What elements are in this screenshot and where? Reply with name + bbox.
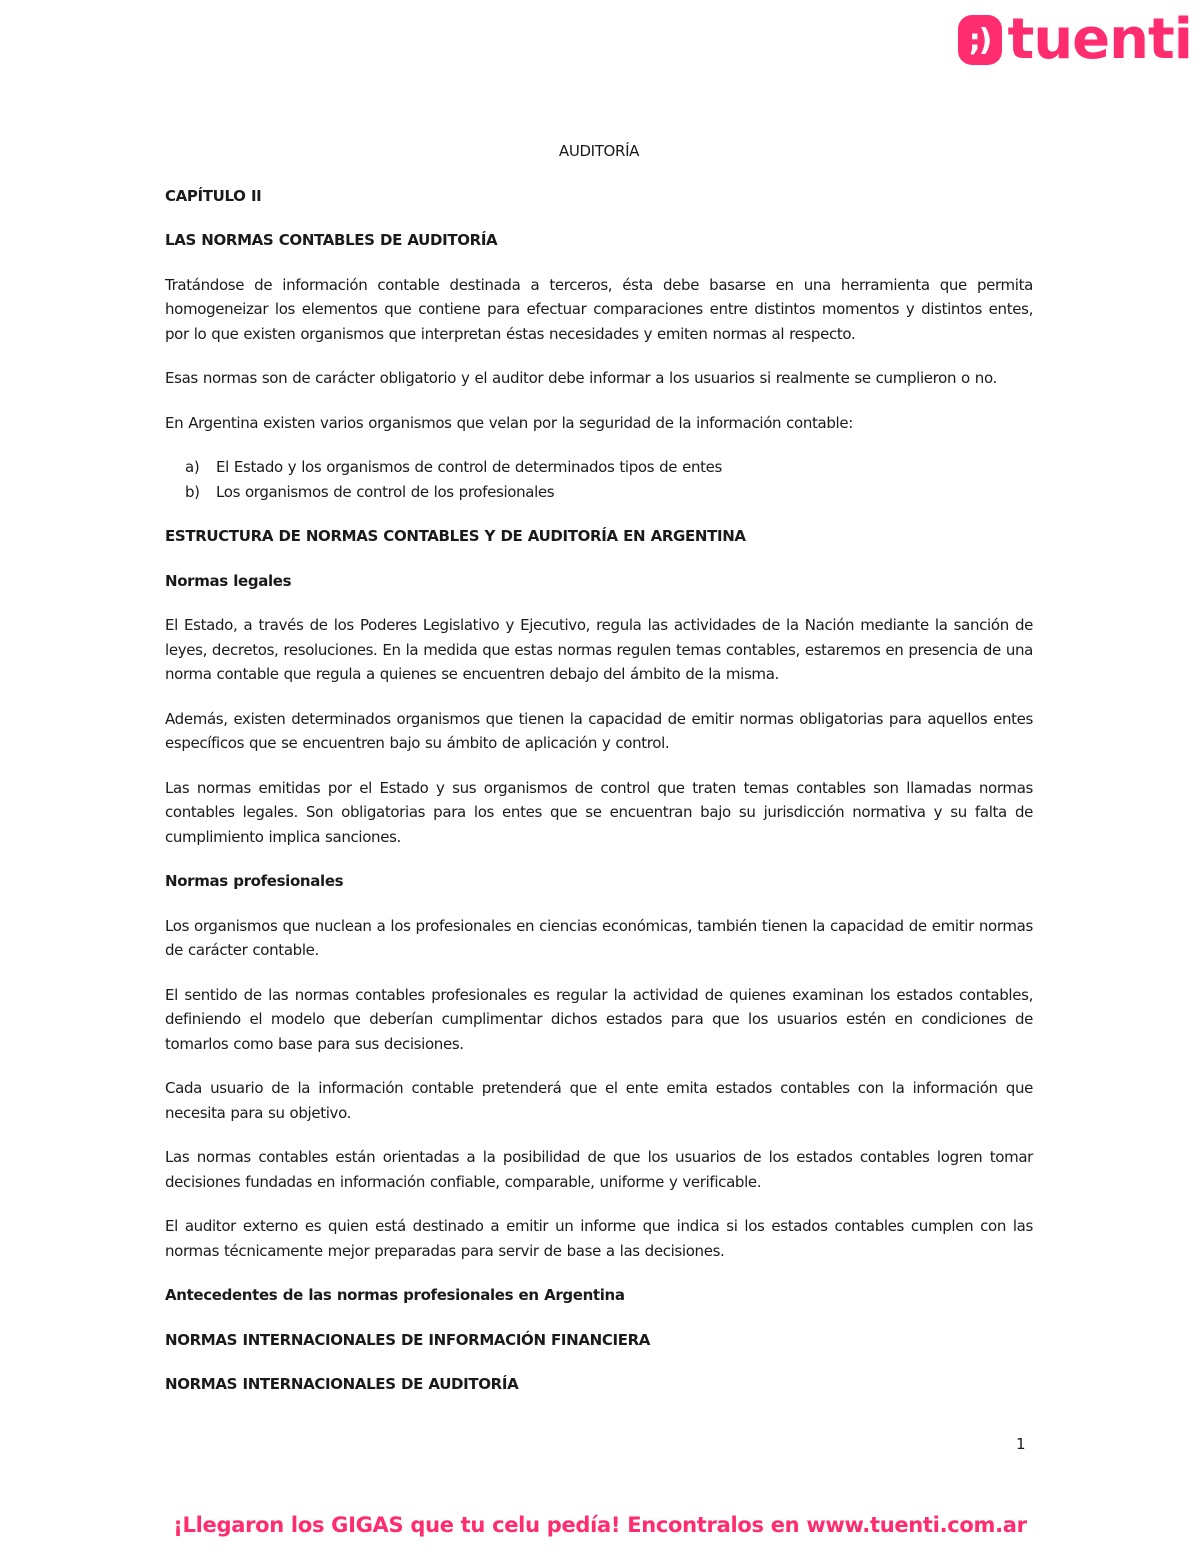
section-heading: LAS NORMAS CONTABLES DE AUDITORÍA <box>165 231 498 249</box>
tuenti-wink-icon: ;) <box>958 15 1002 65</box>
paragraph: Los organismos que nuclean a los profesionales en ciencias económicas, también tienen la capacidad de emitir normas de carácter contable. <box>165 916 1033 959</box>
organisms-list <box>165 455 1033 504</box>
footer-ad-banner: ¡Llegaron los GIGAS que tu celu pedía! Encontralos en www.tuenti.com.ar <box>173 1513 1027 1537</box>
list-item-text: El Estado y los organismos de control de determinados tipos de entes <box>216 458 723 476</box>
list-marker: b) <box>185 482 200 501</box>
paragraph: El sentido de las normas contables profesionales es regular la actividad de quienes examinan los estados contables, definiendo el modelo que deberían cumplimentar dichos estados para que los usuarios estén en condiciones de tomarlos como base para sus decisiones. <box>165 985 1033 1053</box>
document-body <box>165 139 1033 1417</box>
paragraph: Cada usuario de la información contable pretenderá que el ente emita estados contables con la información que necesita para su objetivo. <box>165 1079 1033 1122</box>
legal-norms-heading: Normas legales <box>165 571 292 590</box>
structure-heading: ESTRUCTURA DE NORMAS CONTABLES Y DE AUDITORÍA EN ARGENTINA <box>165 527 746 545</box>
paragraph: Tratándose de información contable destinada a terceros, ésta debe basarse en una herramienta que permita homogeneizar los elementos que contiene para efectuar comparaciones entre distintos momentos y distintos entes, por lo que existen organismos que interpretan éstas necesidades y emiten normas al respecto. <box>165 275 1033 343</box>
tuenti-wordmark: tuenti <box>1007 7 1192 72</box>
paragraph: Además, existen determinados organismos que tienen la capacidad de emitir normas obligatorias para aquellos entes específicos que se encuentren bajo su ámbito de aplicación y control. <box>165 709 1033 752</box>
paragraph: Esas normas son de carácter obligatorio y el auditor debe informar a los usuarios si realmente se cumplieron o no. <box>165 369 997 387</box>
paragraph: El auditor externo es quien está destinado a emitir un informe que indica si los estados contables cumplen con las normas técnicamente mejor preparadas para servir de base a las decisiones. <box>165 1217 1033 1260</box>
list-item <box>165 480 1033 505</box>
paragraph: En Argentina existen varios organismos que velan por la seguridad de la información contable: <box>165 413 853 432</box>
list-marker: a) <box>185 458 200 476</box>
paragraph: Las normas emitidas por el Estado y sus organismos de control que traten temas contables son llamadas normas contables legales. Son obligatorias para los entes que se encuentran bajo su jurisdicción normativa y su falta de cumplimiento implica sanciones. <box>165 778 1033 846</box>
document-title: AUDITORÍA <box>558 142 640 160</box>
tuenti-logo <box>958 7 1192 72</box>
paragraph: El Estado, a través de los Poderes Legislativo y Ejecutivo, regula las actividades de la Nación mediante la sanción de leyes, decretos, resoluciones. En la medida que estas normas regulen temas contables, estaremos en presencia de una norma contable que regula a quienes se encuentren debajo del ámbito de la misma. <box>165 616 1033 683</box>
paragraph: Las normas contables están orientadas a la posibilidad de que los usuarios de los estados contables logren tomar decisiones fundadas en información confiable, comparable, uniforme y verificable. <box>165 1148 1033 1191</box>
niif-heading: NORMAS INTERNACIONALES DE INFORMACIÓN FINANCIERA <box>165 1330 651 1349</box>
page-number: 1 <box>1016 1435 1026 1453</box>
chapter-heading: CAPÍTULO II <box>165 186 262 205</box>
nia-heading: NORMAS INTERNACIONALES DE AUDITORÍA <box>165 1375 519 1393</box>
list-item <box>165 455 1033 480</box>
background-heading: Antecedentes de las normas profesionales en Argentina <box>165 1286 625 1304</box>
professional-norms-heading: Normas profesionales <box>165 872 344 890</box>
list-item-text: Los organismos de control de los profesionales <box>216 482 555 501</box>
